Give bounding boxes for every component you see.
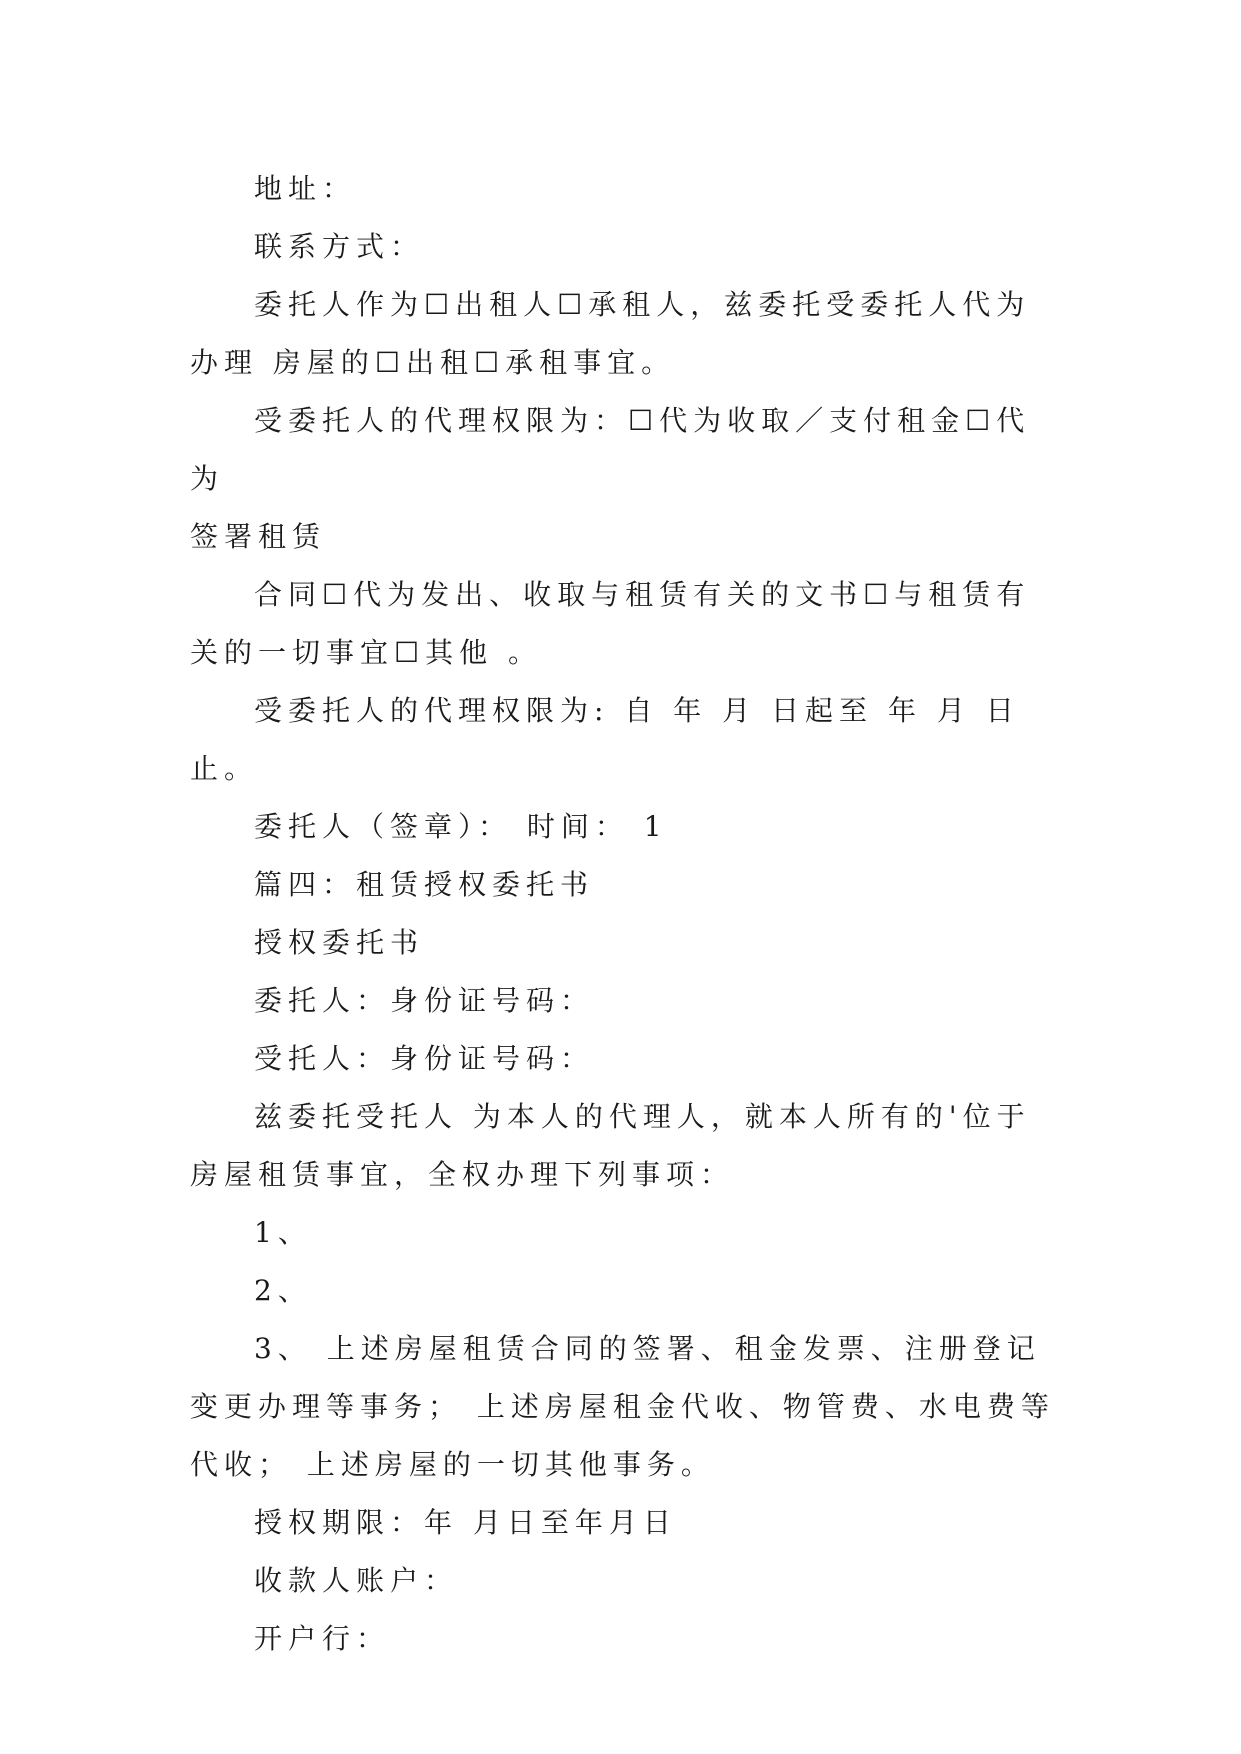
list-item-3: 3、 上述房屋租赁合同的签署、租金发票、注册登记变更办理等事务； 上述房屋租金代收、物管费、水电费等代收； 上述房屋的一切其他事务。 bbox=[190, 1332, 1055, 1481]
section-heading: 篇四：租赁授权委托书 bbox=[254, 868, 595, 901]
document-body bbox=[190, 160, 1058, 1668]
signature-time-line: 委托人（签章）： 时间： 1 bbox=[254, 810, 668, 843]
agent-id-line: 受托人：身份证号码： bbox=[254, 1042, 595, 1075]
payee-account-line: 收款人账户： bbox=[254, 1564, 459, 1597]
address-line: 地址： bbox=[254, 172, 357, 205]
principal-id-line: 委托人：身份证号码： bbox=[254, 984, 595, 1017]
bank-line: 开户行： bbox=[254, 1622, 391, 1655]
contact-line: 联系方式： bbox=[254, 230, 425, 263]
agency-period-line: 受委托人的代理权限为: 自 年 月 日起至 年 月 日止。 bbox=[190, 694, 1020, 785]
entrust-statement: 委托人作为☐出租人☐承租人，兹委托受委托人代为办理 房屋的☐出租☐承租事宜。 bbox=[190, 288, 1031, 379]
list-item-2: 2、 bbox=[254, 1274, 312, 1307]
agency-scope-paragraph: 受委托人的代理权限为：☐代为收取／支付租金☐代为 签署租赁 bbox=[190, 404, 1031, 553]
authorization-paragraph: 兹委托受托人 为本人的代理人，就本人所有的'位于房屋租赁事宜，全权办理下列事项： bbox=[190, 1100, 1031, 1191]
authorization-period-line: 授权期限：年 月日至年月日 bbox=[254, 1506, 677, 1539]
agency-scope-continued: 合同☐代为发出、收取与租赁有关的文书☐与租赁有关的一切事宜☐其他 。 bbox=[190, 578, 1031, 669]
list-item-1: 1、 bbox=[254, 1216, 312, 1249]
document-title: 授权委托书 bbox=[254, 926, 425, 959]
